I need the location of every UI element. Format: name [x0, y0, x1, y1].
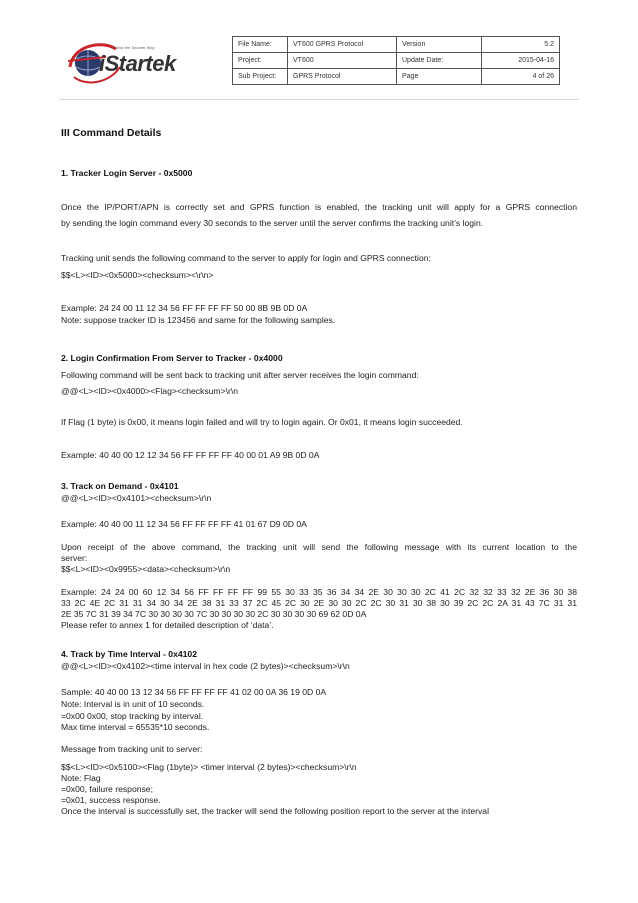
example-bytes: 2E 35 7C 31 39 34 7C 30 30 30 30 7C 30 30 30 30 2C 30 30 30 30 69 62 0D 0A — [61, 609, 367, 619]
heading-track-by-interval: 4. Track by Time Interval - 0x4102 — [61, 649, 197, 659]
logo-wordmark: iStartek — [99, 51, 176, 76]
note-text: Note: suppose tracker ID is 123456 and same for the following samples. — [61, 315, 336, 325]
logo-tagline: Follow the Smarter Way — [112, 45, 155, 50]
header-divider — [59, 99, 579, 100]
paragraph-line: Message from tracking unit to server: — [61, 744, 203, 754]
info-value: 5.2 — [482, 37, 560, 53]
section-title: III Command Details — [61, 127, 162, 139]
paragraph-line: by sending the login command every 30 seconds to the server until the server confirms the tracking unit’s login. — [61, 218, 484, 228]
heading-login-confirmation: 2. Login Confirmation From Server to Tracker - 0x4000 — [61, 353, 283, 363]
command-format: @@<L><ID><0x4000><Flag><checksum>\r\n — [61, 386, 239, 396]
example-bytes: Example: 40 40 00 12 12 34 56 FF FF FF FF 40 00 01 A9 9B 0D 0A — [61, 450, 320, 460]
note-text: =0x00, failure response; — [61, 784, 153, 794]
command-format: $$<L><ID><0x5100><Flag (1byte)> <timer interval (2 bytes)><checksum>\r\n — [61, 762, 357, 772]
example-bytes: Sample: 40 40 00 13 12 34 56 FF FF FF FF 41 02 00 0A 36 19 0D 0A — [61, 687, 327, 697]
info-label: Page — [397, 69, 482, 85]
paragraph-line: If Flag (1 byte) is 0x00, it means login failed and will try to login again. Or 0x01, it means login succeeded. — [61, 417, 463, 427]
command-format: @@<L><ID><0x4102><time interval in hex code (2 bytes)><checksum>\r\n — [61, 661, 350, 671]
info-value: GPRS Protocol — [288, 69, 397, 85]
note-text: =0x01, success response. — [61, 795, 161, 805]
paragraph-line: Tracking unit sends the following command to the server to apply for login and GPRS connection: — [61, 253, 431, 263]
info-value: VT600 — [288, 53, 397, 69]
paragraph-line: Upon receipt of the above command, the tracking unit will send the following message with its current location to the — [61, 542, 577, 552]
info-value: 2015-04-16 — [482, 53, 560, 69]
heading-track-on-demand: 3. Track on Demand - 0x4101 — [61, 481, 179, 491]
example-bytes: 33 2C 4E 2C 31 31 34 30 34 2E 38 31 33 37 2C 45 2C 30 2E 30 30 2C 2C 30 31 30 38 30 39 2C 2C 2A 31 43 7C 31 31 — [61, 598, 577, 608]
paragraph-line: Once the interval is successfully set, the tracker will send the following position report to the server at the interval — [61, 806, 489, 816]
info-label: Version — [397, 37, 482, 53]
note-text: Note: Interval is in unit of 10 seconds. — [61, 699, 205, 709]
example-bytes: Example: 24 24 00 11 12 34 56 FF FF FF FF 50 00 8B 9B 0D 0A — [61, 303, 308, 313]
paragraph-line: Once the IP/PORT/APN is correctly set and GPRS function is enabled, the tracking unit will apply for a GPRS connection — [61, 202, 577, 212]
info-label: Update Date: — [397, 53, 482, 69]
document-info-table — [232, 36, 560, 85]
paragraph-line: server: — [61, 553, 88, 563]
command-format: $$<L><ID><0x5000><checksum><\r\n> — [61, 270, 214, 280]
note-text: Note: Flag — [61, 773, 101, 783]
example-bytes: Example: 40 40 00 11 12 34 56 FF FF FF FF 41 01 67 D9 0D 0A — [61, 519, 307, 529]
info-label: File Name: — [233, 37, 288, 53]
info-value: 4 of 26 — [482, 69, 560, 85]
info-label: Project: — [233, 53, 288, 69]
note-text: Max time interval = 65535*10 seconds. — [61, 722, 210, 732]
info-row-subproject — [233, 69, 560, 85]
example-bytes: Example: 24 24 00 60 12 34 56 FF FF FF FF 99 55 30 33 35 36 34 34 2E 30 30 30 2C 41 2C 32 32 33 32 2E 36 30 38 — [61, 587, 577, 597]
info-row-project — [233, 53, 560, 69]
command-format: $$<L><ID><0x9955><data><checksum>\r\n — [61, 564, 231, 574]
info-row-file — [233, 37, 560, 53]
company-logo — [66, 37, 196, 87]
paragraph-line: Following command will be sent back to tracking unit after server receives the login command: — [61, 370, 419, 380]
info-value: VT600 GPRS Protocol — [288, 37, 397, 53]
info-label: Sub Project: — [233, 69, 288, 85]
note-text: =0x00 0x00, stop tracking by interval. — [61, 711, 204, 721]
command-format: @@<L><ID><0x4101><checksum>\r\n — [61, 493, 212, 503]
heading-login-server: 1. Tracker Login Server - 0x5000 — [61, 168, 193, 178]
paragraph-line: Please refer to annex 1 for detailed description of ‘data’. — [61, 620, 274, 630]
